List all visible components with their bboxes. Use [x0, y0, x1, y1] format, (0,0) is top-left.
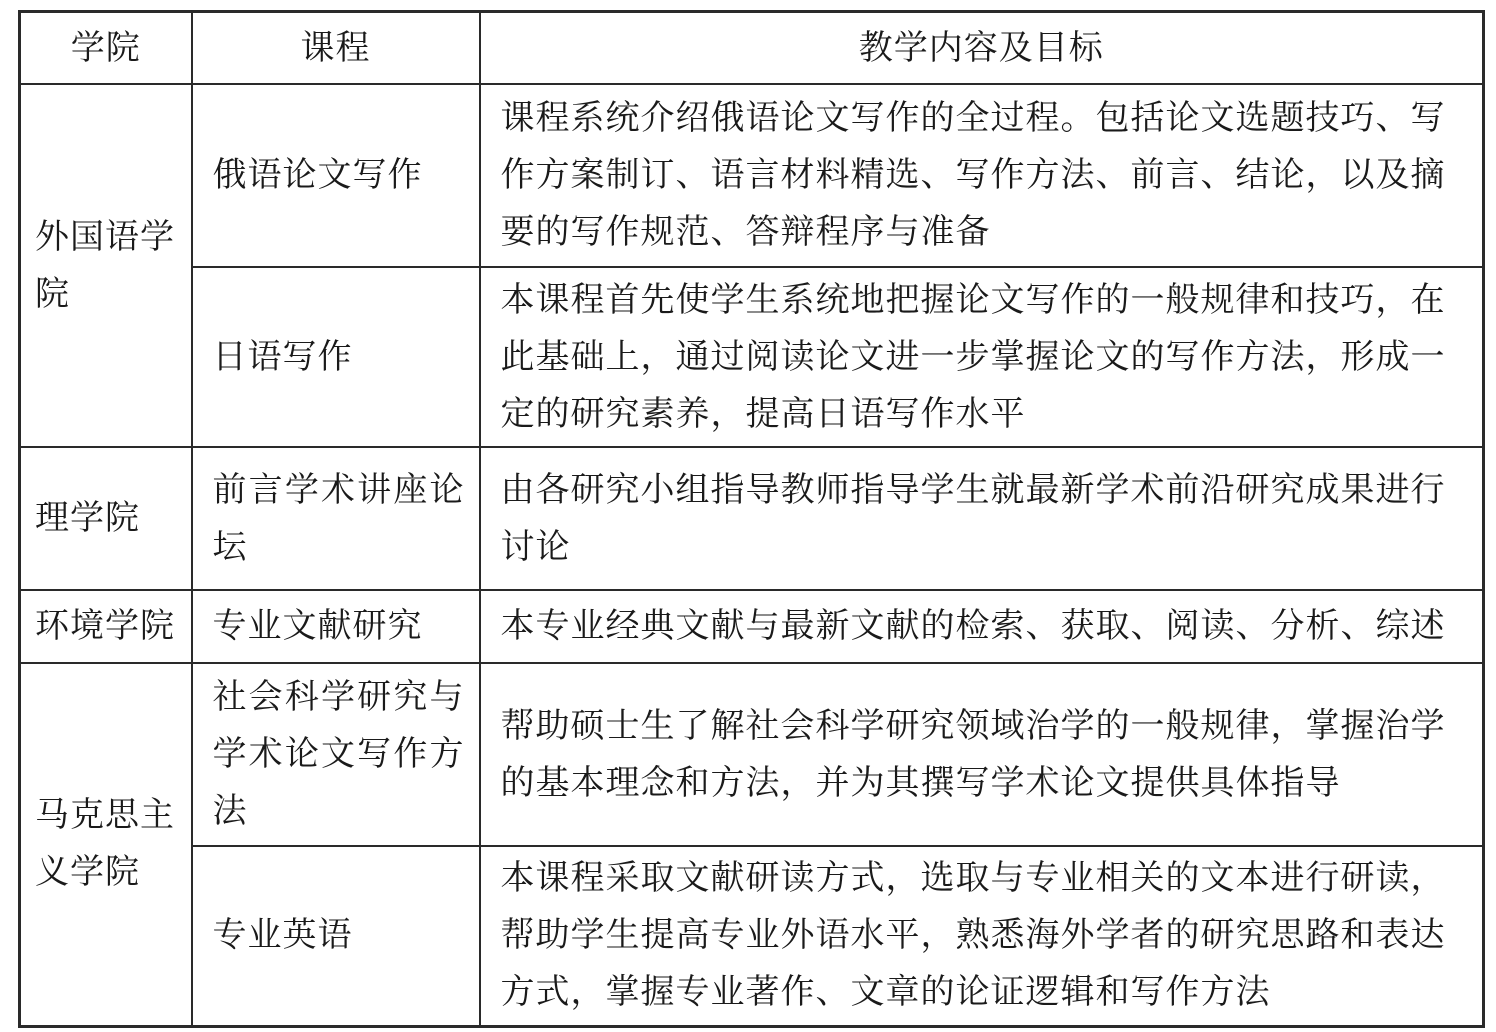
content-cell: 由各研究小组指导教师指导学生就最新学术前沿研究成果进行讨论	[480, 447, 1484, 590]
college-cell: 环境学院	[20, 590, 192, 663]
college-cell: 马克思主义学院	[20, 663, 192, 1026]
course-cell: 日语写作	[192, 267, 480, 447]
course-cell: 专业文献研究	[192, 590, 480, 663]
table-row	[20, 590, 1484, 663]
course-cell: 俄语论文写作	[192, 84, 480, 267]
header-content: 教学内容及目标	[480, 12, 1484, 85]
content-cell: 帮助硕士生了解社会科学研究领域治学的一般规律，掌握治学的基本理念和方法，并为其撰写学术论文提供具体指导	[480, 663, 1484, 846]
course-cell: 前言学术讲座论坛	[192, 447, 480, 590]
header-college: 学院	[20, 12, 192, 85]
content-cell: 本课程首先使学生系统地把握论文写作的一般规律和技巧，在此基础上，通过阅读论文进一步掌握论文的写作方法，形成一定的研究素养，提高日语写作水平	[480, 267, 1484, 447]
table-row	[20, 267, 1484, 447]
content-cell: 课程系统介绍俄语论文写作的全过程。包括论文选题技巧、写作方案制订、语言材料精选、写作方法、前言、结论，以及摘要的写作规范、答辩程序与准备	[480, 84, 1484, 267]
table-row	[20, 846, 1484, 1026]
college-cell: 外国语学院	[20, 84, 192, 447]
college-cell: 理学院	[20, 447, 192, 590]
content-cell: 本专业经典文献与最新文献的检索、获取、阅读、分析、综述	[480, 590, 1484, 663]
content-cell: 本课程采取文献研读方式，选取与专业相关的文本进行研读，帮助学生提高专业外语水平，熟悉海外学者的研究思路和表达方式，掌握专业著作、文章的论证逻辑和写作方法	[480, 846, 1484, 1026]
course-cell: 专业英语	[192, 846, 480, 1026]
table-header-row	[20, 12, 1484, 85]
table-row	[20, 84, 1484, 267]
course-table	[18, 10, 1485, 1028]
course-cell: 社会科学研究与学术论文写作方法	[192, 663, 480, 846]
course-table-container	[18, 10, 1482, 1028]
table-row	[20, 663, 1484, 846]
header-course: 课程	[192, 12, 480, 85]
table-row	[20, 447, 1484, 590]
